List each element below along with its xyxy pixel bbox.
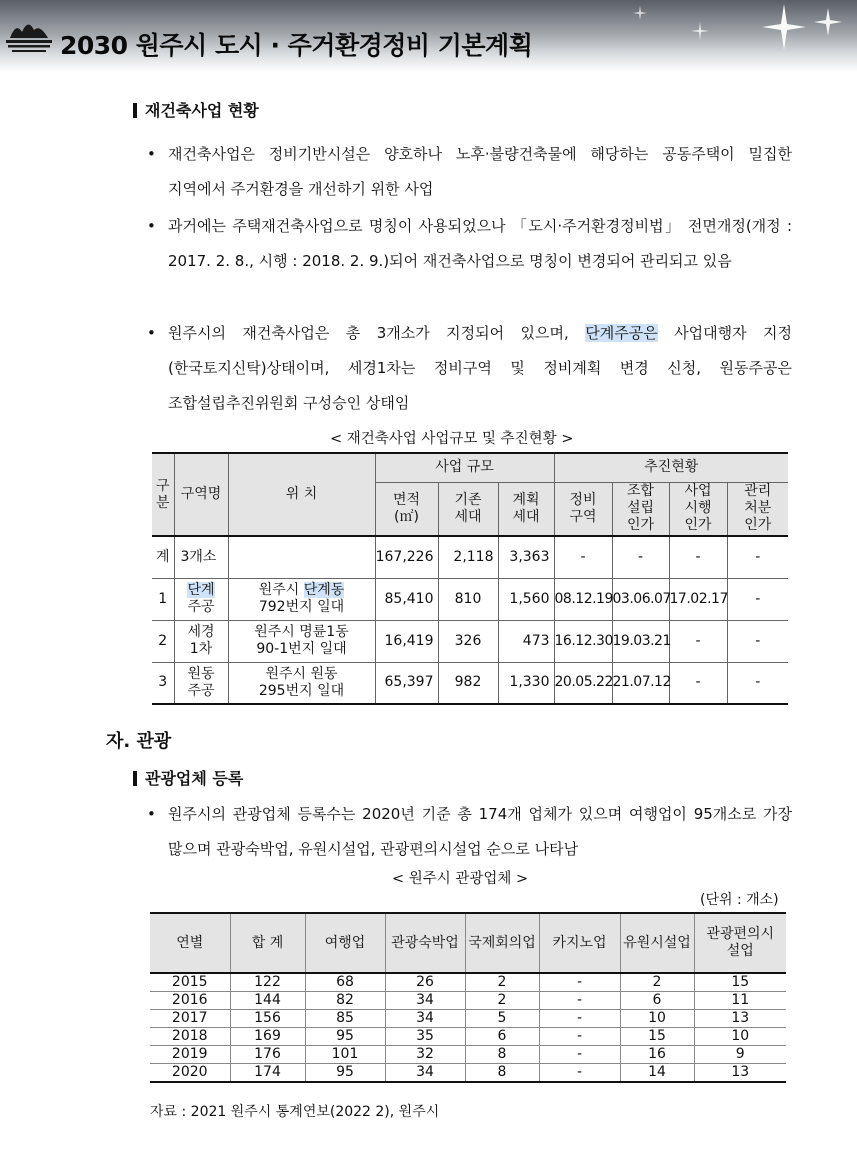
table-cell [174, 620, 228, 662]
table-cell: 326 [438, 620, 498, 662]
header-cell [612, 482, 669, 536]
table-caption: < 재건축사업 사업규모 및 추진현황 > [330, 431, 574, 447]
highlighted-text: 단계동 [303, 582, 345, 598]
table-cell: - [669, 662, 727, 704]
table-cell: 03.06.07 [612, 578, 669, 620]
table-cell: 15 [620, 1028, 694, 1046]
highlighted-text: 단계 [187, 582, 215, 598]
header-text: 시행 [684, 500, 712, 517]
table-cell: 32 [385, 1046, 465, 1064]
table-cell: 3개소 [174, 536, 228, 578]
header-text: 인가 [684, 517, 712, 534]
table-cell: 101 [305, 1046, 385, 1064]
table-cell: 34 [385, 992, 465, 1010]
table-cell: 2 [465, 973, 539, 992]
bullet-text [168, 316, 792, 421]
header-text: 관리 [744, 483, 772, 500]
header-cell: 구역명 [174, 453, 228, 536]
bullet-text-part: 사업대행자 지정(한국토지신탁)상태이며, 세경1차는 정비구역 및 정비계획 변경 신청, 원동주공은 조합설립추진위원회 구성승인 상태임 [168, 324, 792, 412]
header-cell: 관광편의시설업 [694, 913, 786, 973]
table-cell: 2018 [150, 1028, 230, 1046]
table-cell: 2015 [150, 973, 230, 992]
header-cell: 유원시설업 [620, 913, 694, 973]
header-text: 인가 [744, 517, 772, 534]
table-row [150, 1028, 786, 1046]
table-cell: 2 [620, 973, 694, 992]
table-cell: 85,410 [375, 578, 438, 620]
unit-label: (단위 : 개소) [700, 892, 779, 908]
header-text: 구역 [569, 508, 597, 525]
table-cell: 65,397 [375, 662, 438, 704]
table-cell: 144 [230, 992, 305, 1010]
table-cell: - [539, 1046, 620, 1064]
bullet-paragraph [147, 137, 792, 207]
table-cell: 982 [438, 662, 498, 704]
cell-text: 원주시 명륜1동 [254, 624, 349, 640]
cell-text: 주공 [187, 682, 215, 699]
table-cell: 174 [230, 1064, 305, 1083]
table-cell: 167,226 [375, 536, 438, 578]
header-cell [438, 482, 498, 536]
header-cell [554, 482, 612, 536]
table-row-total [152, 536, 788, 578]
table-cell: 13 [694, 1010, 786, 1028]
header-cell: 연별 [150, 913, 230, 973]
table-cell: - [727, 578, 788, 620]
cell-text: 세경 [187, 624, 215, 640]
table-cell: - [539, 1064, 620, 1083]
cell-text: 주공 [187, 599, 215, 615]
header-cell: 관광숙박업 [385, 913, 465, 973]
table-caption: < 원주시 관광업체 > [392, 871, 529, 887]
cell-text: 1차 [189, 641, 213, 657]
table-cell: 2017 [150, 1010, 230, 1028]
table-cell: 1,330 [498, 662, 554, 704]
table-cell [174, 662, 228, 704]
table-cell: - [539, 1028, 620, 1046]
bullet-text: 원주시의 관광업체 등록수는 2020년 기준 총 174개 업체가 있으며 여행업이 95개소로 가장 많으며 관광숙박업, 유원시설업, 관광편의시설업 순으로 나타남 [168, 805, 792, 858]
header-text: 조합 [626, 483, 655, 500]
table-cell: 1,560 [498, 578, 554, 620]
table-cell: 95 [305, 1028, 385, 1046]
table-row [150, 992, 786, 1010]
table-cell: 2016 [150, 992, 230, 1010]
table-cell: 3,363 [498, 536, 554, 578]
table-row [150, 1010, 786, 1028]
bullet-text: 과거에는 주택재건축사업으로 명칭이 사용되었으나 「도시·주거환경정비법」 전면개정(개정 : 2017. 2. 8., 시행 : 2018. 2. 9.)되어 재건축사업으로 명칭이 변경되어 관리되고 있음 [168, 217, 792, 270]
section-heading-text: 재건축사업 현황 [145, 101, 259, 120]
table-cell: 2 [152, 620, 174, 662]
header-cell: 국제회의업 [465, 913, 539, 973]
header-text: 처분 [744, 500, 772, 517]
bullet-icon: • [147, 145, 156, 163]
table-cell: 21.07.12 [612, 662, 669, 704]
section-heading-tourism [133, 766, 243, 789]
bullet-text: 재건축사업은 정비기반시설은 양호하나 노후·불량건축물에 해당하는 공동주택이 밀집한 지역에서 주거환경을 개선하기 위한 사업 [168, 145, 792, 198]
table-cell [228, 578, 375, 620]
table-cell [174, 578, 228, 620]
table-cell: 156 [230, 1010, 305, 1028]
table-cell: 6 [465, 1028, 539, 1046]
header-text: 세대 [454, 508, 482, 525]
table-cell: 20.05.22 [554, 662, 612, 704]
table-cell: 15 [694, 973, 786, 992]
header-text: 사업 [684, 483, 712, 500]
section-heading-text: 관광업체 등록 [145, 769, 244, 788]
header-cell [727, 482, 788, 536]
heading-bar-icon [133, 103, 137, 118]
table-cell: - [539, 1010, 620, 1028]
table-cell: - [669, 620, 727, 662]
highlighted-text: 단계주공은 [585, 324, 658, 342]
table-cell: - [727, 620, 788, 662]
table-cell: 8 [465, 1064, 539, 1083]
header-cell: 카지노업 [539, 913, 620, 973]
cell-text: 원주시 원동 [265, 665, 338, 682]
table-cell: - [669, 536, 727, 578]
table-cell: 34 [385, 1010, 465, 1028]
cell-text: 원동 [187, 665, 215, 682]
table-cell: 35 [385, 1028, 465, 1046]
table-cell: 16,419 [375, 620, 438, 662]
header-cell: 사업 규모 [375, 453, 554, 482]
cell-text: 792번지 일대 [258, 599, 345, 615]
table-cell [228, 662, 375, 704]
header-text: 인가 [626, 517, 655, 534]
table-cell: 26 [385, 973, 465, 992]
table-cell: 810 [438, 578, 498, 620]
table-row [150, 1064, 786, 1083]
header-cell: 위 치 [228, 453, 375, 536]
table-cell: 68 [305, 973, 385, 992]
table-cell: 13 [694, 1064, 786, 1083]
table-row [152, 620, 788, 662]
table-cell [228, 536, 375, 578]
header-text: 면적 [392, 491, 421, 508]
table-cell: 19.03.21 [612, 620, 669, 662]
table-row [152, 578, 788, 620]
table-cell: 08.12.19 [554, 578, 612, 620]
table-cell: 82 [305, 992, 385, 1010]
bullet-paragraph [147, 209, 792, 279]
table-row [150, 1046, 786, 1064]
header-cell: 합 계 [230, 913, 305, 973]
header-text: 정비 [569, 491, 597, 508]
table-cell [228, 620, 375, 662]
table-cell: 34 [385, 1064, 465, 1083]
table-cell: 176 [230, 1046, 305, 1064]
table-cell: - [727, 662, 788, 704]
table-row [150, 973, 786, 992]
bullet-paragraph [147, 316, 792, 421]
header-text: 기존 [454, 491, 482, 508]
table-header-row [150, 913, 786, 973]
header-cell: 추진현황 [554, 453, 788, 482]
header-cell [152, 453, 174, 536]
bullet-icon: • [147, 805, 156, 823]
header-text: (㎡) [394, 508, 419, 525]
page-header [0, 0, 857, 72]
table-cell: - [727, 536, 788, 578]
cell-text: 90-1번지 일대 [256, 641, 347, 657]
table-cell: 2020 [150, 1064, 230, 1083]
bullet-paragraph [147, 797, 792, 867]
table-cell: 11 [694, 992, 786, 1010]
bullet-icon: • [147, 324, 156, 342]
table-cell: 2 [465, 992, 539, 1010]
table-cell: 6 [620, 992, 694, 1010]
table-cell: 8 [465, 1046, 539, 1064]
table-cell: 17.02.17 [669, 578, 727, 620]
table-cell: 473 [498, 620, 554, 662]
header-cell: 여행업 [305, 913, 385, 973]
table-cell: - [554, 536, 612, 578]
chapter-heading: 자. 관광 [106, 731, 172, 752]
header-text: 구분 [155, 477, 170, 511]
table-cell: - [539, 973, 620, 992]
table-cell: - [539, 992, 620, 1010]
cell-text: 원주시 [258, 582, 304, 598]
cell-text: 295번지 일대 [258, 682, 345, 699]
table-cell: 85 [305, 1010, 385, 1028]
tourism-business-table [150, 912, 786, 1083]
heading-bar-icon [133, 771, 137, 786]
header-text: 세대 [512, 508, 540, 525]
source-note: 자료 : 2021 원주시 통계연보(2022 2), 원주시 [150, 1104, 440, 1120]
header-cell [669, 482, 727, 536]
page-title: 2030 원주시 도시 · 주거환경정비 기본계획 [60, 31, 533, 60]
table-cell: 9 [694, 1046, 786, 1064]
rebuild-project-table [152, 452, 788, 705]
table-cell: 1 [152, 578, 174, 620]
table-cell: 16 [620, 1046, 694, 1064]
table-cell: 2019 [150, 1046, 230, 1064]
table-cell: 16.12.30 [554, 620, 612, 662]
table-cell: 14 [620, 1064, 694, 1083]
bullet-text-part: 원주시의 재건축사업은 총 3개소가 지정되어 있으며, [168, 324, 586, 342]
bullet-icon: • [147, 217, 156, 235]
table-cell: 169 [230, 1028, 305, 1046]
section-heading-rebuild [133, 98, 259, 121]
table-cell: 10 [620, 1010, 694, 1028]
table-cell: 10 [694, 1028, 786, 1046]
table-cell: 3 [152, 662, 174, 704]
header-cell [375, 482, 438, 536]
table-cell: 2,118 [438, 536, 498, 578]
table-cell: - [612, 536, 669, 578]
table-cell: 122 [230, 973, 305, 992]
table-cell: 계 [152, 536, 174, 578]
header-text: 설립 [626, 500, 655, 517]
table-row [152, 662, 788, 704]
table-cell: 95 [305, 1064, 385, 1083]
header-cell [498, 482, 554, 536]
table-cell: 5 [465, 1010, 539, 1028]
header-text: 계획 [512, 491, 540, 508]
